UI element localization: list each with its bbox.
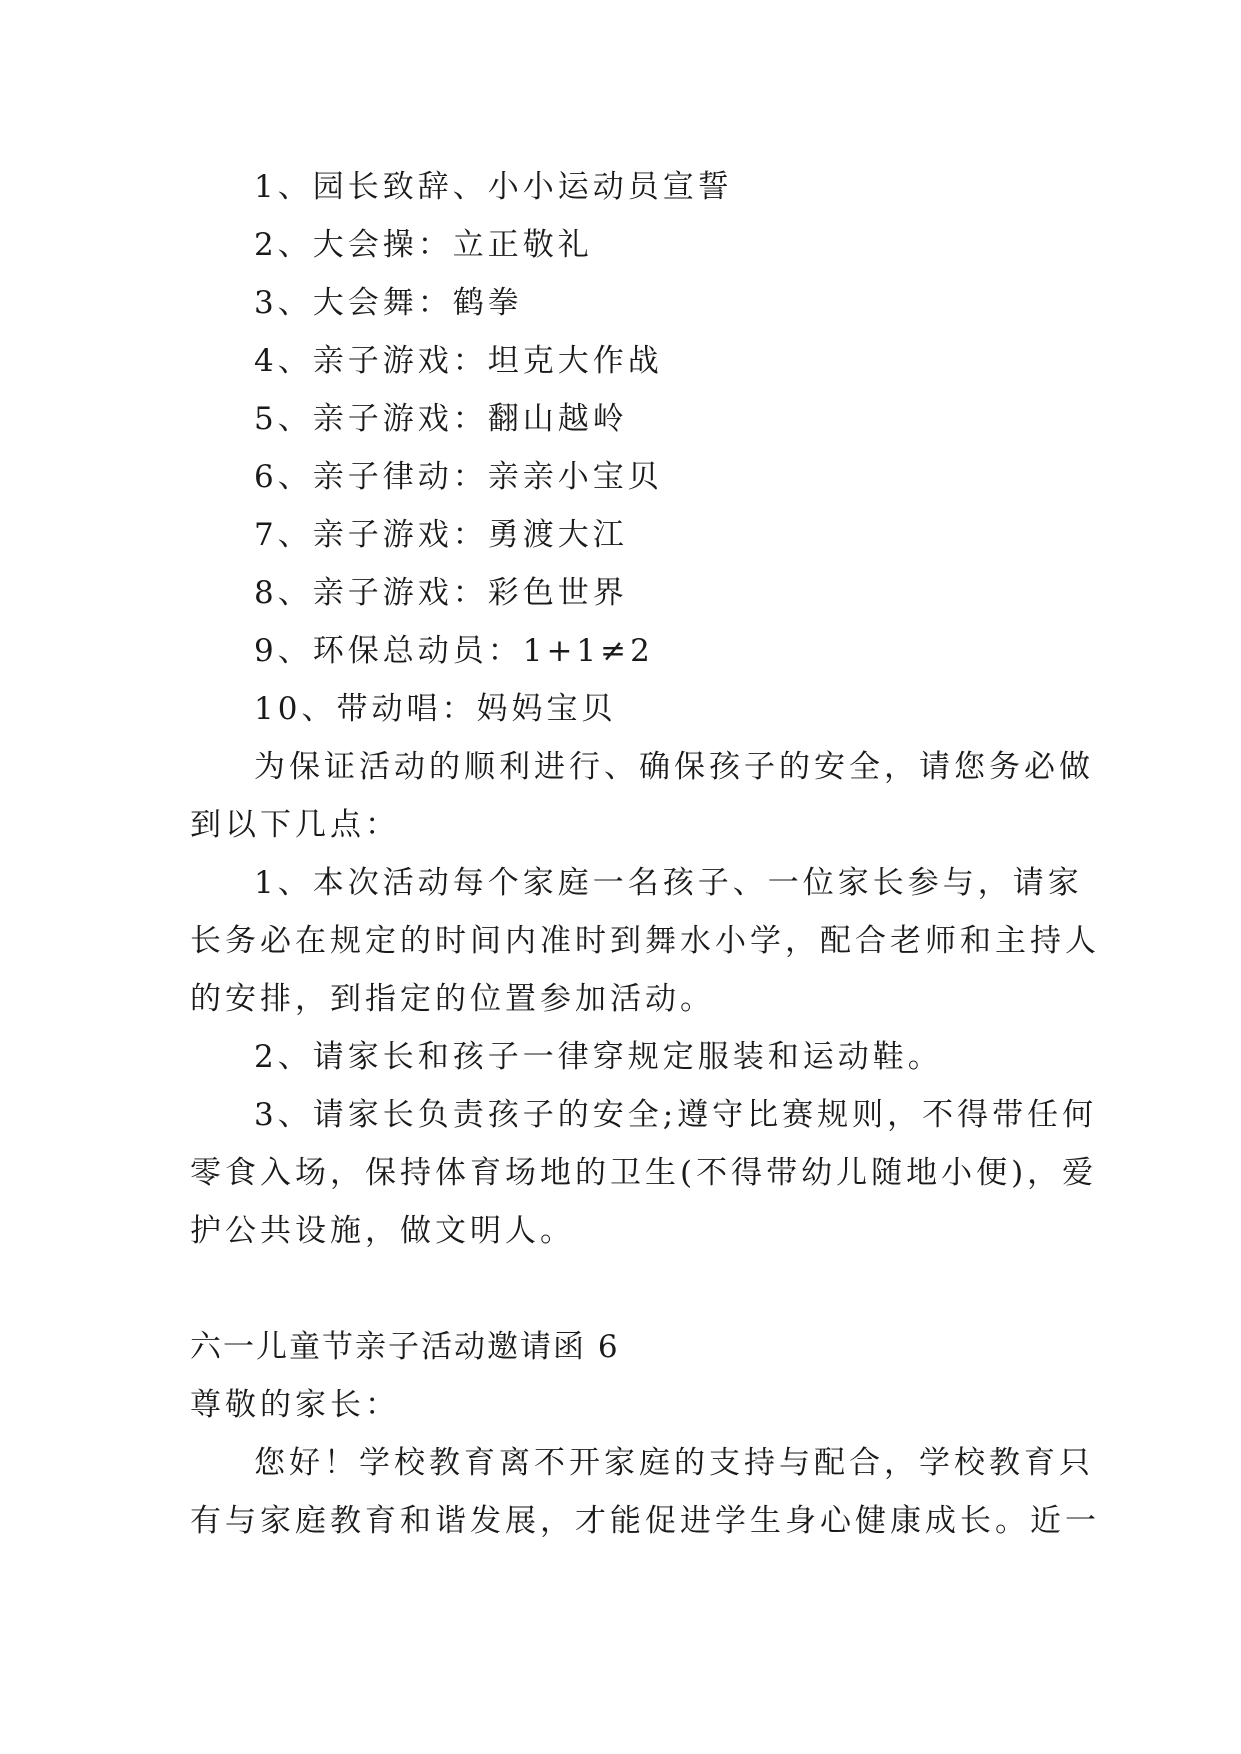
document-body bbox=[190, 158, 1100, 1550]
notice-item-1-line: 1、本次活动每个家庭一名孩子、一位家长参与，请家 bbox=[254, 865, 1083, 901]
program-list bbox=[190, 158, 1050, 738]
notice-item-3-line: 零食入场，保持体育场地的卫生(不得带幼儿随地小便)，爱 bbox=[190, 1155, 1098, 1191]
letter-body-line: 有与家庭教育和谐发展，才能促进学生身心健康成长。近一 bbox=[190, 1503, 1100, 1539]
notice-item-2-line: 2、请家长和孩子一律穿规定服装和运动鞋。 bbox=[254, 1039, 943, 1075]
program-item: 1、园长致辞、小小运动员宣誓 bbox=[254, 169, 733, 205]
letter-body-line: 您好！学校教育离不开家庭的支持与配合，学校教育只 bbox=[254, 1445, 1094, 1481]
section-spacer bbox=[190, 1260, 1050, 1318]
notice-intro-line: 为保证活动的顺利进行、确保孩子的安全，请您务必做 bbox=[254, 749, 1094, 785]
program-item: 2、大会操：立正敬礼 bbox=[254, 227, 593, 263]
program-item: 4、亲子游戏：坦克大作战 bbox=[254, 343, 663, 379]
letter-title: 六一儿童节亲子活动邀请函 6 bbox=[190, 1329, 620, 1365]
program-item: 7、亲子游戏：勇渡大江 bbox=[254, 517, 628, 553]
letter-salutation: 尊敬的家长： bbox=[190, 1387, 400, 1423]
program-item: 9、环保总动员：1+1≠2 bbox=[254, 633, 654, 669]
notice-intro-line: 到以下几点： bbox=[190, 807, 400, 843]
notice-item-3-line: 护公共设施，做文明人。 bbox=[190, 1213, 575, 1249]
program-item: 3、大会舞：鹤拳 bbox=[254, 285, 523, 321]
program-item: 5、亲子游戏：翻山越岭 bbox=[254, 401, 628, 437]
program-item: 6、亲子律动：亲亲小宝贝 bbox=[254, 459, 663, 495]
notice-section bbox=[190, 738, 1100, 1260]
program-item: 8、亲子游戏：彩色世界 bbox=[254, 575, 628, 611]
notice-item-3-line: 3、请家长负责孩子的安全;遵守比赛规则，不得带任何 bbox=[254, 1097, 1098, 1133]
notice-item-1-line: 长务必在规定的时间内准时到舞水小学，配合老师和主持人 bbox=[190, 923, 1100, 959]
letter-section bbox=[190, 1318, 1100, 1550]
program-item: 10、带动唱：妈妈宝贝 bbox=[254, 691, 617, 727]
notice-item-1-line: 的安排，到指定的位置参加活动。 bbox=[190, 981, 715, 1017]
